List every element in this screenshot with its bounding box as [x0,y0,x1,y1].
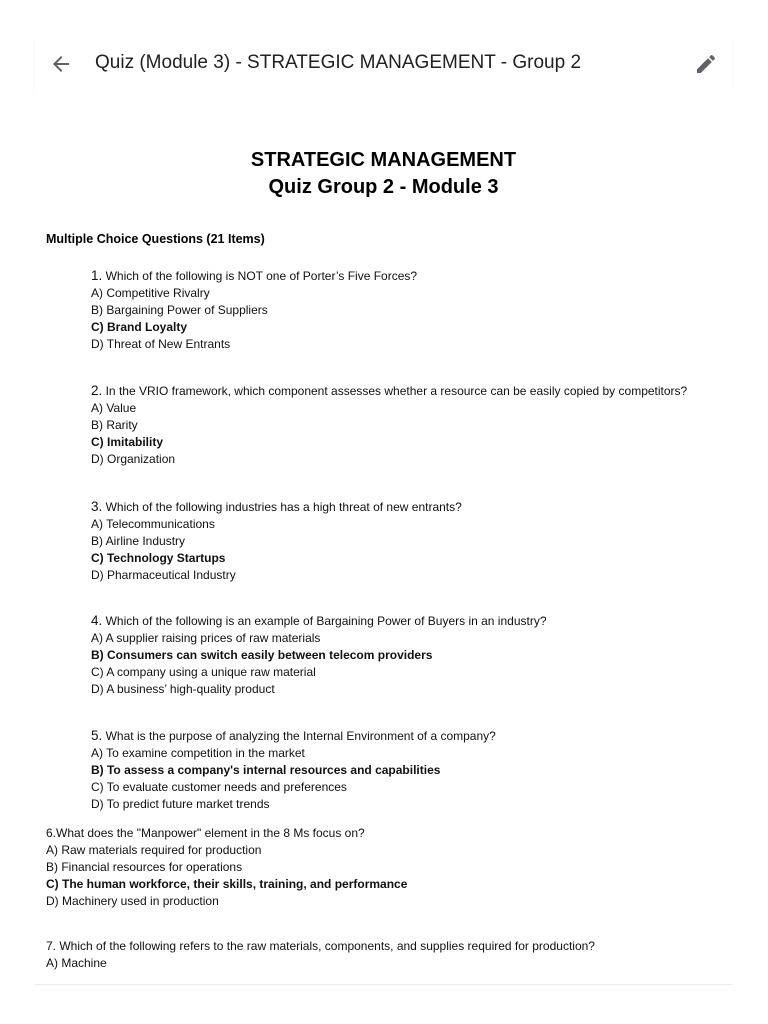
answer-option: D) Pharmaceutical Industry [91,568,236,582]
answer-option: B) Bargaining Power of Suppliers [91,303,268,317]
answer-option: A) Telecommunications [91,517,215,531]
question-number: 7. [46,939,57,953]
answer-option: A) Machine [46,956,107,970]
question-prompt: What is the purpose of analyzing the Internal Environment of a company? [102,729,496,743]
answer-option-correct: C) Technology Startups [91,551,226,565]
question-prompt: Which of the following is NOT one of Porter’s Five Forces? [102,269,418,283]
answer-option-correct: B) Consumers can switch easily between telecom providers [91,648,433,662]
answer-option: C) A company using a unique raw material [91,665,316,679]
question-text [91,382,687,400]
section-title: Multiple Choice Questions (21 Items) [46,232,265,246]
question-2 [91,382,687,468]
back-button[interactable] [49,52,73,76]
answer-option-correct: C) Imitability [91,435,164,449]
document-heading-subtitle: Quiz Group 2 - Module 3 [268,176,499,198]
question-1 [91,267,417,353]
document-title: Quiz (Module 3) - STRATEGIC MANAGEMENT - Group 2 [95,52,582,73]
question-text [46,825,407,842]
answer-option: A) Raw materials required for production [46,843,262,857]
answer-option: B) Airline Industry [91,534,186,548]
answer-option: B) Rarity [91,418,138,432]
question-6 [46,825,407,910]
question-text [91,498,462,516]
question-number: 4. [91,613,103,628]
answer-option: D) Machinery used in production [46,894,219,908]
question-5 [91,727,496,813]
answer-option: B) Financial resources for operations [46,860,243,874]
question-4 [91,612,547,698]
page-divider [35,984,732,985]
question-text [91,612,547,630]
question-text [91,267,417,285]
answer-option: D) To predict future market trends [91,797,270,811]
question-number: 1. [91,268,103,283]
question-text [46,938,595,955]
question-number: 3. [91,499,103,514]
answer-option-correct: B) To assess a company's internal resources and capabilities [91,763,441,777]
app-bar [35,38,732,91]
answer-option: A) Competitive Rivalry [91,286,210,300]
document-page [35,90,732,984]
question-7 [46,938,595,972]
edit-button[interactable] [694,52,718,76]
question-number: 2. [91,383,103,398]
answer-option: A) Value [91,401,137,415]
question-text [91,727,496,745]
question-prompt: Which of the following is an example of Bargaining Power of Buyers in an industry? [102,614,547,628]
answer-option-correct: C) The human workforce, their skills, training, and performance [46,877,408,891]
answer-option: D) Threat of New Entrants [91,337,231,351]
question-prompt: What does the "Manpower" element in the 8 Ms focus on? [56,826,365,840]
question-prompt: Which of the following industries has a high threat of new entrants? [102,500,462,514]
answer-option-correct: C) Brand Loyalty [91,320,188,334]
question-prompt: Which of the following refers to the raw materials, components, and supplies required for production? [56,939,595,953]
answer-option: D) Organization [91,452,176,466]
answer-option: C) To evaluate customer needs and preferences [91,780,347,794]
answer-option: A) A supplier raising prices of raw materials [91,631,321,645]
question-3 [91,498,462,584]
question-number: 6. [46,826,57,840]
question-number: 5. [91,728,103,743]
answer-option: D) A business’ high-quality product [91,682,275,696]
question-prompt: In the VRIO framework, which component assesses whether a resource can be easily copied by competitors? [102,384,688,398]
pencil-icon [694,52,718,76]
arrow-back-icon [49,52,73,76]
answer-option: A) To examine competition in the market [91,746,305,760]
document-heading-title: STRATEGIC MANAGEMENT [250,149,517,171]
